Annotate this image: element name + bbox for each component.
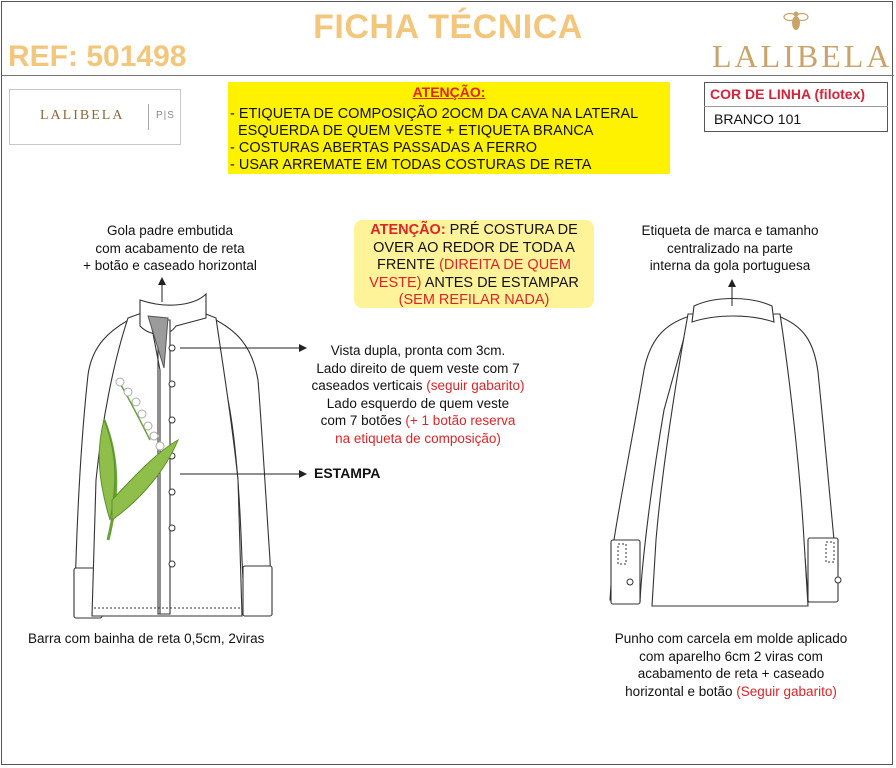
reference-code: REF: 501498 (8, 40, 187, 73)
thread-color-value: BRANCO 101 (714, 111, 802, 127)
attention-line: - ETIQUETA DE COMPOSIÇÃO 2OCM DA CAVA NA LATERAL (230, 106, 639, 122)
attention-line: ESQUERDA DE QUEM VESTE + ETIQUETA BRANCA (238, 123, 594, 139)
cuff-button-icon (627, 579, 633, 585)
pre-sew-attention-note: ATENÇÃO: PRÉ COSTURA DE OVER AO REDOR DE TODA A FRENTE (DIREITA DE QUEM VESTE) ANTES DE ESTAMPAR (SEM REFILAR NADA) (369, 222, 579, 308)
hem-note: Barra com bainha de reta 0,5cm, 2viras (28, 631, 265, 646)
attention-line: - USAR ARREMATE EM TODAS COSTURAS DE RETA (230, 157, 592, 173)
thread-color-title: COR DE LINHA (filotex) (710, 86, 866, 102)
brand-logo-text: LALIBELA (712, 38, 893, 74)
cuff-note: Punho com carcela em molde aplicado com aparelho 6cm 2 viras com acabamento de reta + caseado horizontal e botão (Seguir gabarito) (614, 631, 848, 699)
brand-logo-label: LALIBELA (40, 108, 125, 123)
collar-note: Gola padre embutida com acabamento de reta + botão e caseado horizontal (83, 223, 257, 273)
page-title: FICHA TÉCNICA (313, 8, 583, 46)
print-label: ESTAMPA (314, 465, 381, 481)
brand-logo-suffix: P|S (156, 110, 175, 121)
back-shirt-drawing (610, 299, 838, 607)
back-label-note: Etiqueta de marca e tamanho centralizado na parte interna da gola portuguesa (641, 223, 819, 273)
placket-note: Vista dupla, pronta com 3cm. Lado direito de quem veste com 7 caseados verticais (seguir gabarito) Lado esquerdo de quem veste com 7 botões (+ 1 botão reserva na etiqueta de composição) (311, 343, 525, 446)
attention-line: - COSTURAS ABERTAS PASSADAS A FERRO (230, 140, 537, 156)
cuff-button-icon (835, 577, 841, 583)
attention-title: ATENÇÃO: (412, 84, 486, 100)
